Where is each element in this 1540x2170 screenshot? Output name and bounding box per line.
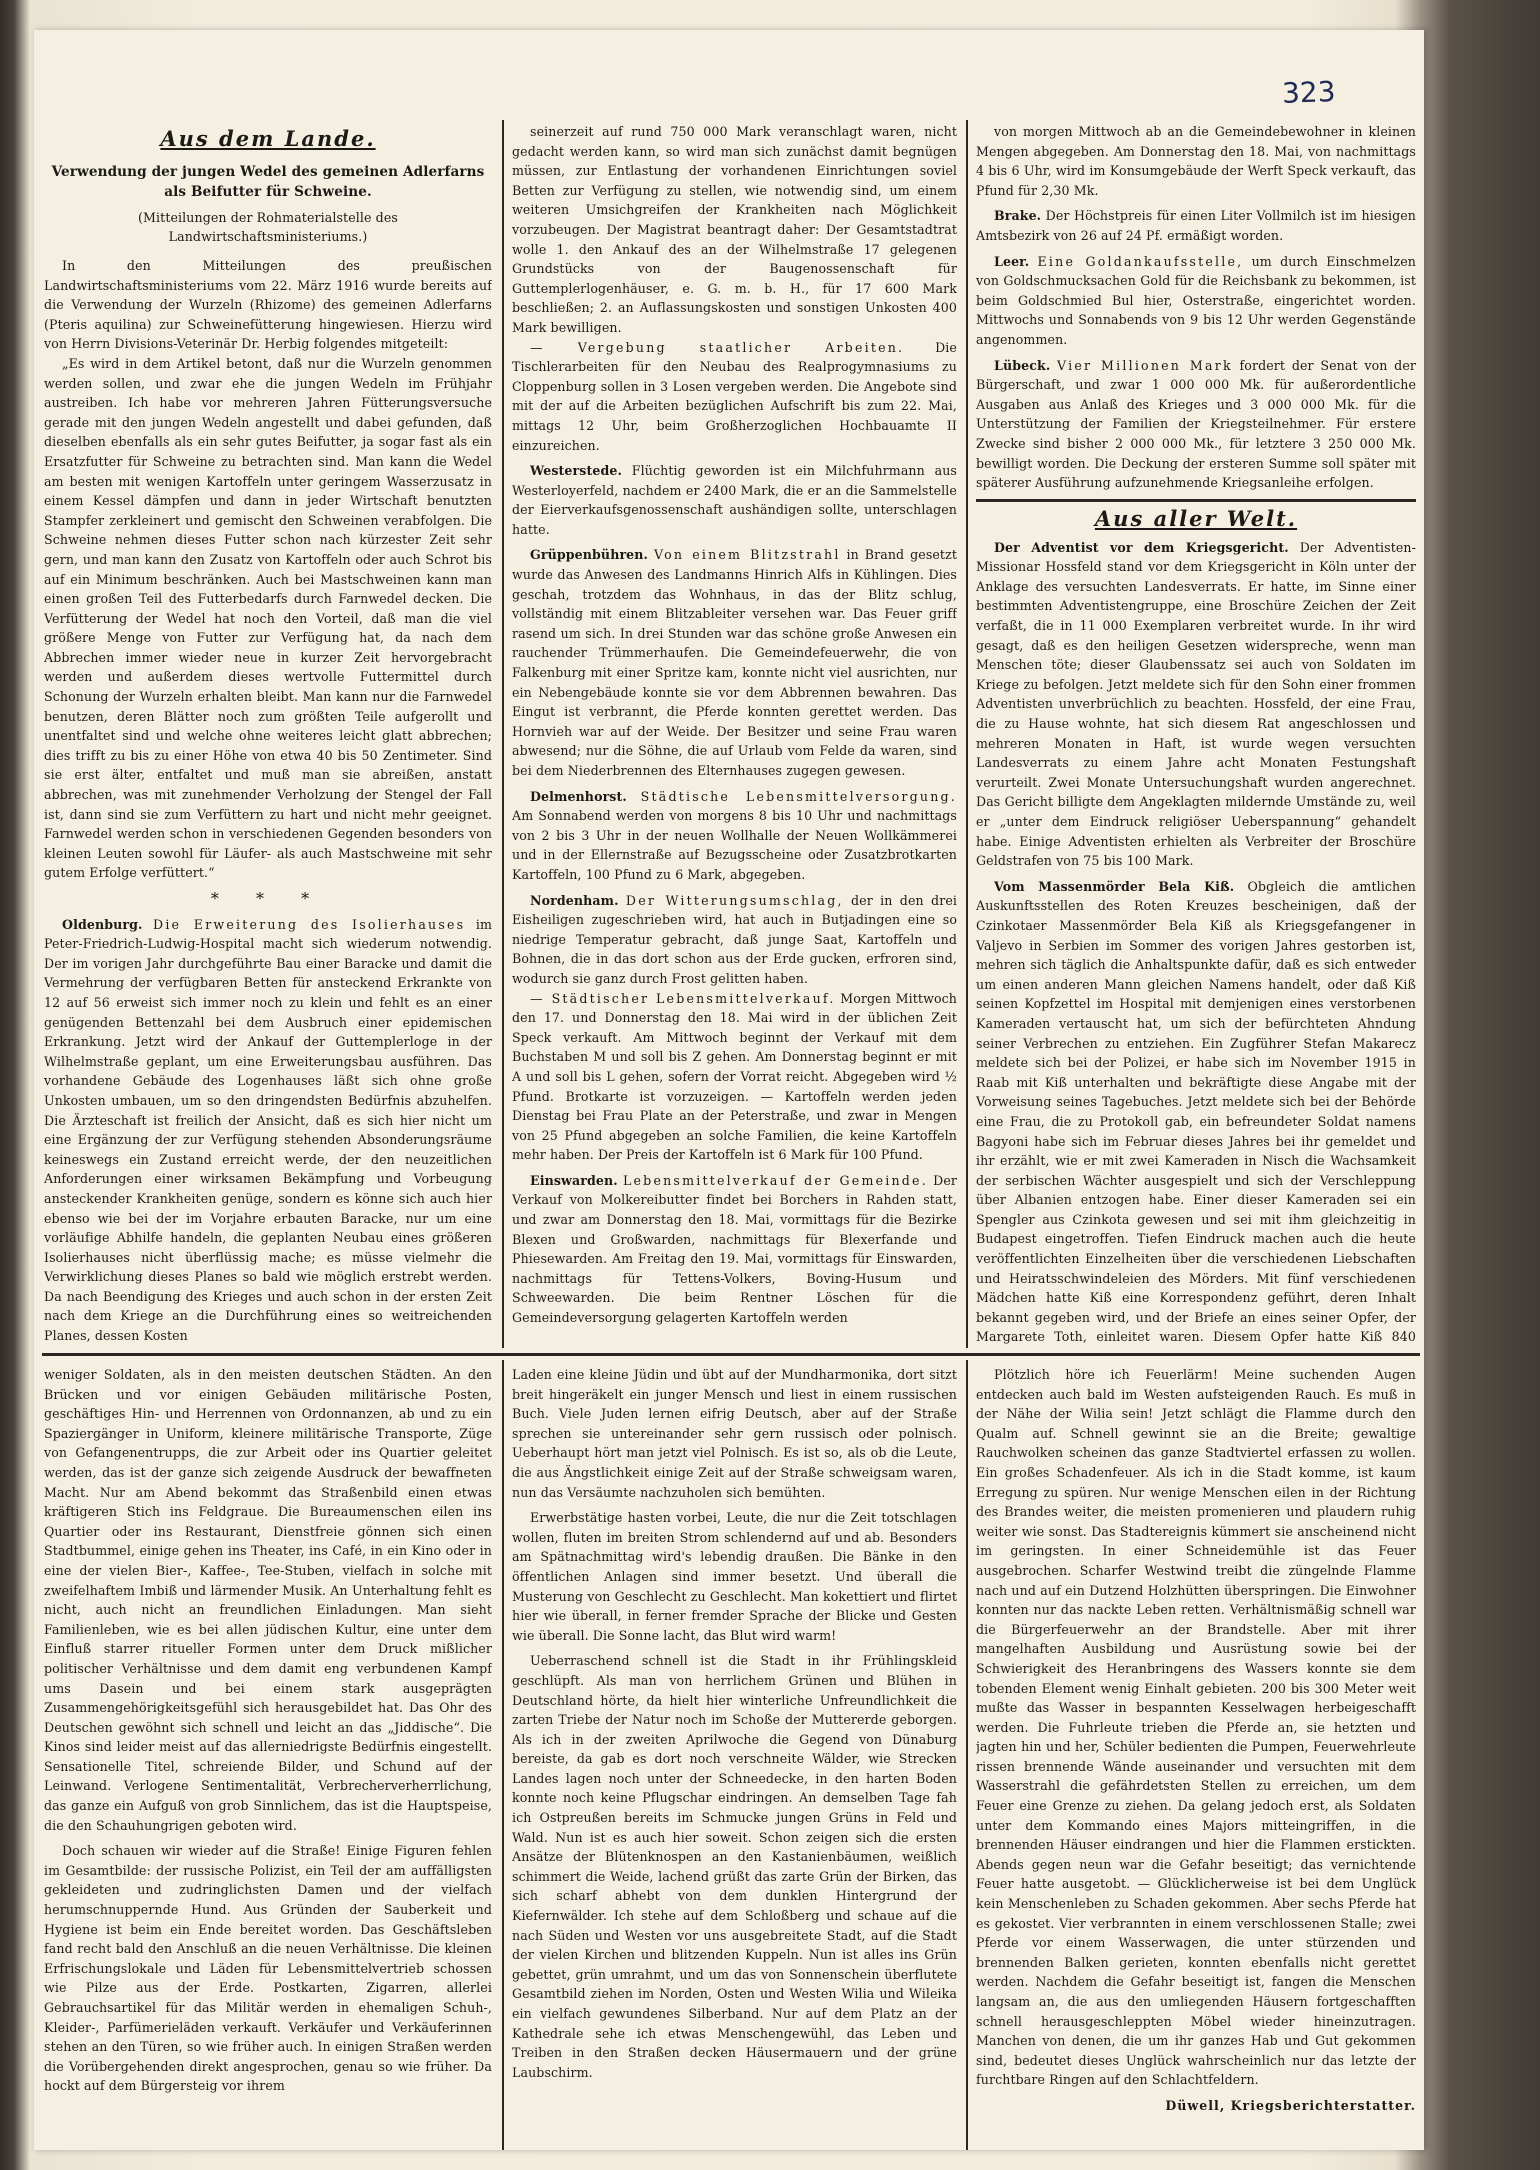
section-heading-aus-dem-lande: Aus dem Lande. [160, 126, 376, 151]
column-rule [966, 120, 968, 1348]
article-source: (Mitteilungen der Rohmaterialstelle des Landwirtschaftsministeriums.) [138, 210, 398, 244]
column-left [44, 118, 492, 1348]
item-body: Morgen Mittwoch den 17. und Donnerstag den 18. Mai wird in der üblichen Zeit Speck verkauft. Am Mittwoch beginnt der Verkauf mit dem Buchstaben M und soll bis Z gehen. Am Donnerstag beginnt er mit A und soll bis L gehen, sofern der Vorrat reicht. Abgegeben wird ½ Pfund. Brotkarte ist vorzuzeigen. — Kartoffeln werden jeden Dienstag bei Frau Plate an der Peterstraße, und zwar in Mengen von 25 Pfund abgegeben an solche Familien, die keine Kartoffeln mehr haben. Der Preis der Kartoffeln ist 6 Mark für 100 Pfund. [512, 990, 957, 1163]
paragraph: In den Mitteilungen des preußischen Landwirtschaftsministeriums vom 22. März 1916 wurde bereits auf die Verwendung der Wurzeln (Rhizome) des gemeinen Adlerfarns (Pteris aquilina) zur Schweinefütterung hingewiesen. Hierzu wird von Herrn Divisions-Veterinär Dr. Herbig folgendes mitgeteilt: [44, 258, 492, 352]
item-keyword: Lebensmittelverkauf der Gemeinde. [622, 1172, 928, 1188]
item-body: Der Höchstpreis für einen Liter Vollmilch ist im hiesigen Amtsbezirk von 26 auf 24 Pf. ermäßigt worden. [976, 208, 1416, 243]
section-heading-aus-aller-welt: Aus aller Welt. [1094, 505, 1298, 531]
item-body: um durch Einschmelzen von Goldschmucksachen Gold für die Reichsbank zu bekommen, ist beim Goldschmied Bul hier, Osterstraße, eingerichtet worden. Mittwochs und Sonnabends von 9 bis 12 Uhr werden Gegenstände angenommen. [976, 253, 1416, 347]
paragraph: von morgen Mittwoch ab an die Gemeindebewohner in kleinen Mengen abgegeben. Am Donnerstag den 18. Mai, von nachmittags 4 bis 6 Uhr, wird im Konsumgebäude der Werft Speck verkauft, das Pfund für 2,30 Mk. [976, 124, 1416, 198]
paragraph: weniger Soldaten, als in den meisten deutschen Städten. An den Brücken und vor einigen Gebäuden militärische Posten, geschäftiges Hin- und Herrennen von Ordonnanzen, ab und zu ein Spaziergänger in Uniform, kleinere militärische Transporte, Züge von Gefangenentrupps, die zur Arbeit oder ins Quartier geleitet werden, das ist der ganze sich zeigende Ausdruck der bewaffneten Macht. Nur am Abend bekommt das Straßenbild einen etwas kräftigeren Stich ins Feldgraue. Die Bureaumenschen eilen ins Quartier oder ins Restaurant, Dienstfreie gönnen sich einen Stadtbummel, einige gehen ins Theater, ins Café, in ein Kino oder in eine der vielen Bier-, Kaffee-, Tee-Stuben, vielfach in solche mit zweifelhaftem Imbiß und lärmender Musik. An Unterhaltung fehlt es nicht, auch nicht an freundlichen Einladungen. Man sieht Familienleben, wie es bei allen jüdischen Kultur, eine unter dem Einfluß starrer ritueller Formen unter dem Druck mißlicher politischer Verhältnisse und dem damit eng verbundenen Kampf ums Dasein und bei einem stark ausgeprägten Zusammengehörigkeitsgefühl sich herausgebildet hat. Das Ohr des Deutschen gewöhnt sich schnell und leicht an das „Jiddische“. Die Kinos sind leider meist auf das allerniedrigste Bedürfnis eingestellt. Sensationelle Titel, schreiende Bilder, und Schund auf der Leinwand. Verlogene Sentimentalität, Verbrecherverherrlichung, das ganze ein Aufguß von grob Sinnlichem, das ist die Hauptspeise, die den Schauhungrigen geboten wird. [44, 1367, 492, 1833]
paragraph: seinerzeit auf rund 750 000 Mark veranschlagt waren, nicht gedacht werden kann, so wird man sich zunächst damit begnügen müssen, zur Entlastung der vorhandenen Einrichtungen soviel Betten zur Verfügung zu stellen, wie notwendig sind, um einem weiteren Umsichgreifen der Krankheiten nach Möglichkeit vorzubeugen. Der Magistrat beantragt daher: Der Gesamtstadtrat wolle 1. den Ankauf des an der Wilhelmstraße 17 gelegenen Grundstücks von der Baugenossenschaft für Guttemplerlogenhäuser, e. G. m. b. H., für 17 600 Mark beschließen; 2. an Auflassungskosten und sonstigen Unkosten 400 Mark bewilligen. [512, 124, 957, 335]
column-rule [502, 120, 504, 1348]
item-keyword: Vier Millionen Mark [1057, 357, 1233, 373]
news-item-leer [976, 252, 1416, 350]
item-keyword: — Vergebung staatlicher Arbeiten. [530, 339, 905, 355]
item-body: Obgleich die amtlichen Auskunftsstellen des Roten Kreuzes bescheinigen, daß der Czinkotaer Massenmörder Bela Kiß als Kriegsgefangener in Valjevo in Serbien im Sommer des vorigen Jahres gestorben ist, mehren sich täglich die Anhaltspunkte dafür, daß es sich entweder um einen anderen Mann gleichen Namens handelt, oder daß Kiß seinen Kopfzettel im Hospital mit demjenigen eines verstorbenen Kameraden vertauscht hat, um sich der befürchteten Ahndung seiner Verbrechen zu entziehen. Ein Zugführer Stefan Makarecz meldete sich bei der Polizei, er habe sich im November 1915 in Raab mit Kiß unterhalten und bekräftigte diese Angabe mit der Vorweisung seines Tagebuches. Jetzt meldete sich bei der Behörde eine Frau, die zu Protokoll gab, ein befreundeter Soldat namens Bagyoni habe sich im Februar dieses Jahres bei ihr gemeldet und ihr erzählt, wie er mit zwei Kameraden in Nisch die Wachsamkeit der serbischen Wächter ausgespielt und sich der Verschleppung über Albanien entzogen habe. Einer dieser Kameraden sei ein Spengler aus Czinkota gewesen und sei mit ihm gleichzeitig in Budapest eingetroffen. Tiefen Eindruck machen auch die heute veröffentlichten Einzelheiten über die verschiedenen Liebschaften und Heiratsschwindeleien des Mörders. Mit fünf verschiedenen Mädchen hatte Kiß eine Korrespondenz geführt, deren Inhalt bekannt gegeben wird, und der Briefe an eines seiner Opfer, der Margarete Toth, einleitet waren. Diesem Opfer hatte Kiß 840 [976, 878, 1416, 1345]
section-rule [976, 499, 1416, 502]
item-body: Die Tischlerarbeiten für den Neubau des Realprogymnasiums zu Cloppenburg sollen in 3 Losen vergeben werden. Die Angebote sind mit der auf die Arbeiten bezüglichen Aufschrift bis zum 22. Mai, mittags 12 Uhr, beim Großherzoglichen Hochbauamte II einzureichen. [512, 339, 957, 453]
feuilleton-column-right [976, 1365, 1416, 2145]
news-item-luebeck [976, 356, 1416, 493]
dateline: Grüppenbühren. [530, 547, 649, 563]
feuilleton-column-middle [512, 1365, 957, 2145]
item-headline: Der Adventist vor dem Kriegsgericht. [994, 539, 1289, 555]
newspaper-page [34, 30, 1424, 2150]
item-body: in Brand gesetzt wurde das Anwesen des Landmanns Hinrich Alfs in Kühlingen. Dies geschah, trotzdem das Wohnhaus, in das der Blitz schlug, vollständig mit einem Blitzableiter versehen war. Das Feuer griff rasend um sich. In drei Stunden war das schöne große Anwesen ein rauchender Trümmerhaufen. Die Gemeindefeuerwehr, die von Falkenburg mit einer Spritze kam, konnte nicht viel ausrichten, nur ein Nebengebäude konnte sie vor dem Abbrennen bewahren. Das Eingut ist verbrannt, die Pferde konnten gerettet werden. Das Hornvieh war auf der Weide. Der Besitzer und seine Frau waren abwesend; nur die Söhne, die auf Urlaub vom Felde da waren, sind bei dem Niederbrennen des Elternhauses zugegen gewesen. [512, 547, 957, 778]
news-item-brake [976, 206, 1416, 245]
paragraph: Erwerbstätige hasten vorbei, Leute, die nur die Zeit totschlagen wollen, fluten im breiten Strom schlendernd auf und ab. Besonders am Spätnachmittag wird's lebendig draußen. Die Bänke in den öffentlichen Anlagen sind immer besetzt. Und überall die Musterung von Geschlecht zu Geschlecht. Man kokettiert und flirtet hier wie überall, in ferner fremder Sprache der Blicke und Gesten wie überall. Die Sonne lacht, das Blut wird warm! [512, 1510, 957, 1643]
column-rule [502, 1360, 504, 2150]
news-item-oldenburg [44, 915, 492, 1346]
paragraph: Plötzlich höre ich Feuerlärm! Meine suchenden Augen entdecken auch bald im Westen aufsteigenden Rauch. Es muß in der Nähe der Wilia sein! Jetzt schlägt die Flamme durch den Qualm auf. Schnell gewinnt sie an die Breite; gewaltige Rauchwolken scheinen das ganze Stadtviertel erfassen zu wollen. Ein großes Schadenfeuer. Als ich in die Stadt komme, ist kaum Erregung zu spüren. Nur wenige Menschen eilen in der Richtung des Brandes weiter, die meisten promenieren und plaudern ruhig weiter wie sonst. Das Stadtereignis kümmert sie anscheinend nicht im geringsten. In einer Schneidemühle ist das Feuer ausgebrochen. Scharfer Westwind treibt die züngelnde Flamme nach und auf ein Dutzend Holzhütten überspringen. Die Einwohner konnten nur das nackte Leben retten. Verhältnismäßig schnell war die Bürgerfeuerwehr an der Brandstelle. Aber mit ihrer mangelhaften Ausbildung und Ausrüstung sowie bei der Schwierigkeit des Heranbringens des Wassers konnte sie dem tobenden Element wenig Einhalt gebieten. 200 bis 300 Meter weit mußte das Wasser in bespannten Kesselwagen herbeigeschafft werden. Die Fuhrleute trieben die Pferde an, sie hetzten und jagten hin und her, Schüler bedienten die Pumpen, Feuerwehrleute rissen brennende Wände auseinander und versuchten mit dem Wasserstrahl die gefährdetsten Stellen zu erreichen, um dem Feuer eine Grenze zu ziehen. Da gelang jedoch erst, als Soldaten unter dem Kommando eines Majors mitteingriffen, in die brennenden Häuser eindrangen und hier die Flammen erstickten. Abends gegen neun war die Gefahr beseitigt; das vernichtende Feuer hatte ausgetobt. — Glücklicherweise ist bei dem Unglück kein Menschenleben zu Schaden gekommen. Aber sechs Pferde hat es gekostet. Vier verbrannten in einem verschlossenen Stalle; zwei Pferde vor einem Wasserwagen, die unter stürzenden und brennenden Balken gerieten, konnten ebenfalls nicht gerettet werden. Nachdem die Gefahr beseitigt ist, fangen die Menschen langsam an, die aus den umliegenden Häusern fortgeschafften schnell herausgeschleppten Möbel wieder hineinzutragen. Manchen von denen, die um ihr ganzes Hab und Gut gekommen sind, bedeutet dieses Unglück wahrscheinlich nur das letzte der furchtbare Ringen auf den Schlachtfeldern. [976, 1367, 1416, 2088]
item-body: Der Adventisten-Missionar Hossfeld stand vor dem Kriegsgericht in Köln unter der Anklage des versuchten Landesverrats. Er hatte, im Sinne einer bestimmten Adventistengruppe, eine Broschüre Zeichen der Zeit verfaßt, die in 11 000 Exemplaren verbreitet wurde. In ihr wird gesagt, daß es den heiligen Gesetzen widerspreche, wenn man Menschen töte; dieser Glaubenssatz sei auch von Soldaten im Kriege zu befolgen. Jetzt meldete sich für den Sohn einer frommen Adventisten unverbrüchlich zu beachten. Hossfeld, der eine Frau, die zu Hause wohnte, hat sich diesem Rat angeschlossen und mehreren Monaten in Haft, ist wurde wegen versuchten Landesverrats zu einem Jahre acht Monaten Festungshaft verurteilt. Zwei Monate Untersuchungshaft wurden angerechnet. Das Gericht billigte dem Angeklagten mildernde Umstände zu, weil er „unter dem Eindruck religiöser Ueberspannung“ gehandelt habe. Einige Adventisten erhielten als Verbreiter der Broschüre Geldstrafen von 75 bis 100 Mark. [976, 539, 1416, 869]
news-item-adventist [976, 538, 1416, 871]
item-keyword: Die Erweiterung des Isolierhauses [153, 916, 466, 932]
item-body: Der Verkauf von Molkereibutter findet bei Borchers in Rahden statt, und zwar am Donnerstag den 18. Mai, vormittags für die Bezirke Blexen und Großwarden, nachmittags für Blexerfande und Phiesewarden. Am Freitag den 19. Mai, vormittags für Einswarden, nachmittags für Tettens-Volkers, Boving-Husum und Schweewarden. Die beim Rentner Löschen für die Gemeindeversorgung gelagerten Kartoffeln werden [512, 1172, 957, 1326]
column-right [976, 122, 1416, 1348]
dateline: Leer. [994, 253, 1030, 269]
news-item [512, 338, 957, 456]
news-item-delmenhorst [512, 787, 957, 885]
news-item-grueppenbuehren [512, 545, 957, 780]
paragraph: Ueberraschend schnell ist die Stadt in ihr Frühlingskleid geschlüpft. Als man von herrlichem Grünen und Blühen in Deutschland hörte, da hielt hier winterliche Unfreundlichkeit die zarten Triebe der Natur noch im Schoße der Muttererde geborgen. Als ich in der zweiten Aprilwoche die Gegend von Dünaburg bereiste, da gab es dort noch verschneite Wälder, wie Strecken Landes lagen noch unter der Schneedecke, in den harten Boden konnte noch keine Pflugschar eindringen. An demselben Tage fah ich Ostpreußen bereits im Schmucke jungen Grüns in Feld und Wald. Nun ist es auch hier soweit. Schon zeigen sich die ersten Ansätze der Blütenknospen an den Kastanienbäumen, weißlich schimmert die Weide, lachend grüßt das zarte Grün der Birken, das sich scharf abhebt von dem dunklen Hintergrund der Kiefernwälder. Ich stehe auf dem Schloßberg und schaue auf die nach Süden und Westen vor uns ausgebreitete Stadt, auf die Stadt der vielen Kirchen und blitzenden Kuppeln. Nun ist alles ins Grün gebettet, grün umrahmt, und um das von Sonnenschein überflutete Gesamtbild ziehen im Norden, Osten und Westen Wilia und Wileika ein vielfach gewundenes Silberband. Nur auf dem Platz an der Kathedrale sehe ich etwas Menschengewühl, das Leben und Treiben in den Straßen decken Häusermauern und der grüne Laubschirm. [512, 1653, 957, 2080]
column-middle [512, 122, 957, 1348]
paragraph: „Es wird in dem Artikel betont, daß nur die Wurzeln genommen werden sollen, und zwar ehe die jungen Wedeln im Frühjahr austreiben. Ich habe vor mehreren Jahren Fütterungsversuche gerade mit den jungen Wedeln angestellt und dabei gefunden, daß dieselben ebenfalls als ein sehr gutes Beifutter, ja sogar fast als ein Ersatzfutter für Schweine zu betrachten sind. Man kann die Wedel am besten mit wenigen Kartoffeln unter geringem Wasserzusatz in einem Kessel dämpfen und dann in jeder Wirtschaft benutzten Stampfer zerkleinert und gemischt den Schweinen verabfolgen. Die Schweine nehmen dieses Futter schon nach kürzester Zeit sehr gern, und man kann den Zusatz von Kartoffeln oder auch Schrot bis auf ein Minimum beschränken. Auch bei Mastschweinen kann man einen großen Teil des Futterbedarfs durch Farnwedel decken. Die Verfütterung der Wedel hat noch den Vorteil, daß man die viel größere Menge von Futter zur Verfügung hat, da nach dem Abbrechen immer wieder neue in kurzer Zeit hervorgebracht werden und außerdem dieses wertvolle Futtermittel durch Schonung der Wurzeln erhalten bleibt. Man kann nur die Farnwedel benutzen, deren Blätter noch zum größten Teile aufgerollt und unentfaltet sind und welche ohne weiteres leicht glatt abbrechen; dies trifft zu bis zu einer Höhe von etwa 40 bis 50 Zentimeter. Sind sie erst älter, entfaltet und muß man sie abreißen, anstatt abbrechen, was mit zunehmender Verholzung der Stengel der Fall ist, dann sind sie zum Verfüttern zu hart und nicht mehr geeignet. Farnwedel werden schon in verschiedenen Gegenden besonders von kleinen Leuten sowohl für Läufer- als auch Mastschweine mit sehr gutem Erfolge verfüttert.“ [44, 355, 492, 881]
item-body: Flüchtig geworden ist ein Milchfuhrmann aus Westerloyerfeld, nachdem er 2400 Mark, die er an die Sammelstelle der Eierverkaufsgenossenschaft aushändigen sollte, unterschlagen hatte. [512, 463, 957, 537]
column-rule [966, 1360, 968, 2150]
item-body: der in den drei Eisheiligen zugeschrieben wird, hat auch in Butjadingen eine so niedrige Temperatur gebracht, daß junge Saat, Kartoffeln und Bohnen, die in das dort schon aus der Erde gucken, erfroren sind, wodurch sie ganz durch Frost gelitten haben. [512, 892, 957, 986]
dateline: Einswarden. [530, 1172, 618, 1188]
feuilleton-column-left [44, 1365, 492, 2145]
item-headline: Vom Massenmörder Bela Kiß. [994, 878, 1235, 894]
separator-stars: * * * [210, 889, 326, 908]
news-item-einswarden [512, 1171, 957, 1328]
dateline: Nordenham. [530, 892, 619, 908]
item-body: Am Sonnabend werden von morgens 8 bis 10 Uhr und nachmittags von 2 bis 3 Uhr in der neuen Wollhalle der Neuen Wollkämmerei und in der Ellernstraße auf Bezugsscheine oder Zusatzbrotkarten Kartoffeln, 100 Pfund zu 6 Mark, abgegeben. [512, 808, 957, 882]
dateline: Lübeck. [994, 357, 1051, 373]
news-item [512, 989, 957, 1165]
article-headline-adlerfarn: Verwendung der jungen Wedel des gemeinen Adlerfarns als Beifutter für Schweine. [51, 164, 485, 200]
feuilleton-rule [42, 1353, 1420, 1356]
dateline: Brake. [994, 208, 1042, 224]
item-keyword: Von einem Blitzstrahl [653, 547, 841, 563]
paragraph: Doch schauen wir wieder auf die Straße! Einige Figuren fehlen im Gesamtbilde: der russische Polizist, ein Teil der am auffälligsten gekleideten und zudringlichsten Damen und der vielfach herumschnuppernde Hund. Aus Gründen der Sauberkeit und Hygiene ist beim ein Ende bereitet worden. Das Geschäftsleben fand recht bald den Anschluß an die neuen Verhältnisse. Die kleinen Erfrischungslokale und Läden für Lebensmittelvertrieb schossen wie Pilze aus der Erde. Postkarten, Zigarren, allerlei Gebrauchsartikel für das Militär werden in ehemaligen Schuh-, Kleider-, Parfümerieläden verkauft. Verkäufer und Verkäuferinnen stehen an den Türen, so wie früher auch. In einigen Straßen werden die Vorübergehenden direkt angesprochen, genau so wie früher. Da hockt auf dem Bürgersteig vor ihrem [44, 1843, 492, 2094]
news-item-westerstede [512, 461, 957, 539]
item-keyword: Der Witterungsumschlag, [625, 892, 844, 908]
item-body: fordert der Senat von der Bürgerschaft, und zwar 1 000 000 Mk. für außerordentliche Ausgaben aus Anlaß des Krieges und 3 000 000 Mk. für die Unterstützung der Familien der Kriegsteilnehmer. Für erstere Zwecke sind bisher 2 000 000 Mk., für letztere 3 250 000 Mk. bewilligt worden. Die Deckung der ersteren Summe soll später mit späterer Ausführung aufzunehmende Kriegsanleihe erfolgen. [976, 357, 1416, 491]
item-keyword: Städtische Lebensmittelversorgung. [640, 788, 957, 804]
dateline: Oldenburg. [62, 916, 143, 932]
author-signature: Düwell, Kriegsberichterstatter. [1165, 2097, 1416, 2113]
item-keyword: — Städtischer Lebensmittelverkauf. [530, 990, 836, 1006]
page-number: 323 [1281, 75, 1337, 110]
item-keyword: Eine Goldankaufsstelle, [1037, 253, 1244, 269]
item-body: im Peter-Friedrich-Ludwig-Hospital macht sich wiederum notwendig. Der im vorigen Jahr durchgeführte Bau einer Baracke und damit die Vermehrung der verfügbaren Betten für ansteckend Erkrankte von 12 auf 56 erweist sich immer noch zu klein und fehlt es an einer genügenden Bettenzahl bei dem Ausbruch einer epidemischen Erkrankung. Jetzt wird der Ankauf der Guttemplerloge in der Wilhelmstraße geplant, um eine Erweiterungsbau ausführen. Das vorhandene Gebäude des Logenhauses läßt sich ohne große Unkosten umbauen, um so den dringendsten Bedürfnis abzuhelfen. Die Ärzteschaft ist freilich der Ansicht, daß es sich hier nicht um eine Ergänzung der zur Verfügung stehenden Absonderungsräume keineswegs ein Zustand erreicht werde, der den neuzeitlichen Anforderungen einer wirksamen Bekämpfung und Vorbeugung ansteckender Krankheiten genüge, sondern es könne sich auch hier ebenso wie bei der im Vorjahre erbauten Baracke, nur um eine vorläufige Abhilfe handeln, die geplanten Neubau eines größeren Isolierhauses nicht überflüssig mache; es müsse vielmehr die Verwirklichung dieses Planes so bald wie möglich erstrebt werden. Da nach Beendigung des Krieges und auch schon in der ersten Zeit nach dem Kriege an die Durchführung eines so weitreichenden Planes, dessen Kosten [44, 916, 492, 1344]
dateline: Delmenhorst. [530, 788, 627, 804]
dateline: Westerstede. [530, 463, 623, 479]
paragraph: Laden eine kleine Jüdin und übt auf der Mundharmonika, dort sitzt breit hingeräkelt ein junger Mensch und liest in einem russischen Buch. Viele Juden lernen eifrig Deutsch, aber auf der Straße sprechen sie untereinander sehr gern russisch oder polnisch. Ueberhaupt hört man jetzt viel Polnisch. Es ist so, als ob die Leute, die aus Ängstlichkeit einige Zeit auf der Straße schweigsam waren, nun das Versäumte nachzuholen sich bemühten. [512, 1367, 957, 1500]
news-item-bela-kiss [976, 877, 1416, 1348]
news-item-nordenham [512, 891, 957, 989]
